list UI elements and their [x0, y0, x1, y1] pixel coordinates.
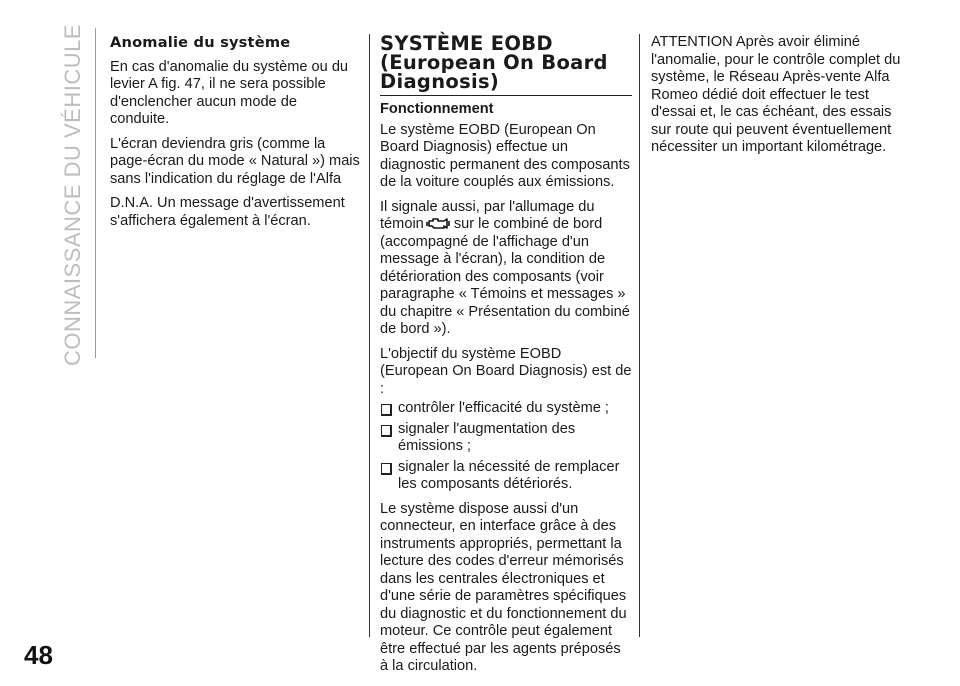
section-heading-anomalie: Anomalie du système [110, 34, 291, 51]
list-item: signaler la nécessité de remplacer les composants détériorés. [380, 459, 632, 494]
subheading-fonctionnement: Fonctionnement [380, 101, 494, 117]
engine-warning-icon [426, 216, 452, 231]
list-item: signaler l'augmentation des émissions ; [380, 421, 632, 456]
paragraph: L'écran deviendra gris (comme la page-écran du mode « Natural ») mais sans l'indication du réglage de l'Alfa [110, 135, 360, 187]
paragraph: L'objectif du système EOBD (European On Board Diagnosis) est de : [380, 345, 632, 397]
side-section-title: CONNAISSANCE DU VÉHICULE [60, 23, 86, 367]
paragraph: Le système dispose aussi d'un connecteur, en interface grâce à des instruments appropriés, permettant la lecture des codes d'erreur mémorisés dans les centrales électroniques et d'une série de paramètres spécifiques du diagnostic et du fonctionnement du moteur. Ce contrôle peut également être effectué par les agents préposés à la circulation. [380, 500, 627, 674]
section-title-eobd: SYSTÈME EOBD (European On Board Diagnosis) [380, 34, 632, 96]
column-divider-2 [639, 34, 640, 637]
side-rule [95, 28, 96, 358]
column-3 [651, 34, 901, 164]
attention-paragraph: ATTENTION Après avoir éliminé l'anomalie, pour le contrôle complet du système, le Réseau Après-vente Alfa Romeo dédié doit effectuer le test d'essai et, le cas échéant, des essais sur route qui peuvent éventuellement nécessiter un important kilométrage. [651, 34, 901, 155]
paragraph: Le système EOBD (European On Board Diagnosis) effectue un diagnostic permanent des composants de la voiture couplés aux émissions. [380, 121, 630, 190]
column-1 [110, 34, 360, 237]
checkbox-bullet-icon [381, 425, 392, 437]
page-number: 48 [24, 640, 53, 670]
list-item: contrôler l'efficacité du système ; [380, 400, 632, 418]
checkbox-bullet-icon [381, 404, 392, 416]
column-2 [380, 34, 632, 683]
column-divider-1 [369, 34, 370, 637]
paragraph-with-icon: Il signale aussi, par l'allumage du témoin sur le combiné de bord (accompagné de l'affichage d'un message à l'écran), la condition de détérioration des composants (voir paragraphe « Témoins et messages » du chapitre « Présentation du combiné de bord »). [380, 198, 630, 337]
checkbox-bullet-icon [381, 463, 392, 475]
paragraph: D.N.A. Un message d'avertissement s'affichera également à l'écran. [110, 195, 345, 229]
paragraph: En cas d'anomalie du système ou du levier A fig. 47, il ne sera possible d'enclencher aucun mode de conduite. [110, 58, 349, 127]
